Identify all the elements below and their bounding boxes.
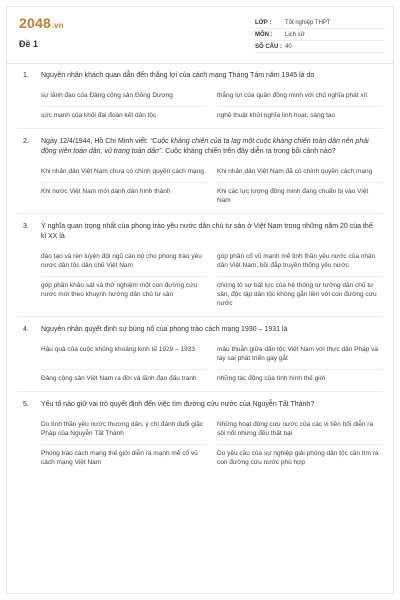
answer-option[interactable]: Phong trào cách mạng thế giới diễn ra mạnh mẽ cổ vũ cách mạng Việt Nam	[41, 444, 207, 473]
answer-option[interactable]: đào tạo và rèn luyện đội ngũ cán bộ cho phong trào yêu nước dân tộc dân chủ Việt Nam	[41, 253, 202, 269]
meta-row-subject	[255, 29, 385, 41]
answer-option[interactable]: Khi các lực lượng đồng minh đang chuẩn bị vào Việt Nam	[217, 182, 383, 211]
question-text-end: . Cuộc kháng chiến trên đây diễn ra trong bối cảnh nào?	[161, 148, 336, 155]
meta-value: Lịch sử	[285, 31, 305, 38]
exam-title: Đề 1	[19, 39, 39, 49]
answer-option[interactable]: góp phần khảo sát và thử nghiệm một con đường cứu nước mới theo khuynh hướng dân chủ tư sản	[41, 276, 207, 314]
meta-row-class	[255, 17, 385, 29]
question-text: Nguyên nhân khách quan dẫn đến thắng lợi của cách mạng Tháng Tám năm 1945 là do	[41, 72, 315, 79]
question-number: 5.	[23, 401, 29, 408]
answer-option[interactable]: Đảng cộng sản Việt Nam ra đời và lãnh đạo đấu tranh	[41, 369, 207, 389]
answer-option[interactable]: mâu thuẫn giữa dân tộc Việt Nam với thực dân Pháp và tay sai phát triển gay gắt	[217, 346, 378, 362]
meta-value: 40	[285, 43, 292, 50]
answer-option[interactable]: Do yêu cầu của sự nghiệp giải phóng dân tộc cần tìm ra con đường cứu nước phù hợp	[217, 444, 383, 473]
question-number: 2.	[23, 138, 29, 145]
question-2	[17, 129, 383, 214]
question-4	[17, 317, 383, 392]
question-text	[41, 137, 383, 157]
site-logo[interactable]	[19, 15, 64, 35]
answer-options	[41, 335, 383, 391]
brand-name: 2048	[19, 15, 51, 31]
answer-option[interactable]: Khi nhân dân Việt Nam đã có chính quyền cách mạng	[217, 168, 373, 175]
question-1	[17, 63, 383, 129]
question-number: 3.	[23, 223, 29, 230]
question-stem	[17, 137, 383, 157]
answer-option[interactable]: Những hoạt động cứu nước của các vị tiền bối diễn ra sôi nổi nhưng đều thất bại	[217, 421, 374, 437]
question-text-intro: Ngày 12/4/1944, Hồ Chí Minh viết:	[41, 138, 150, 145]
question-number: 4.	[23, 326, 29, 333]
question-list	[7, 63, 393, 475]
exam-header	[7, 7, 393, 64]
answer-option[interactable]: nghệ thuật khởi nghĩa linh hoạt, sáng tạo	[217, 106, 383, 126]
answer-option[interactable]: sự lãnh đạo của Đảng cộng sản Đông Dương	[41, 92, 173, 99]
question-stem	[17, 400, 383, 410]
question-stem	[17, 71, 383, 81]
question-text: Yếu tố nào giữ vai trò quyết định đến việc tìm đường cứu nước của Nguyễn Tất Thành?	[41, 401, 315, 408]
answer-options	[41, 242, 383, 316]
answer-option[interactable]: Hậu quả của cuộc khủng khoảng kinh tế 1929 – 1933	[41, 346, 195, 353]
exam-page	[6, 6, 394, 594]
question-text: Nguyên nhân quyết định sự bùng nổ của phong trào cách mạng 1930 – 1931 là	[41, 326, 288, 333]
meta-label: LỚP :	[255, 19, 272, 26]
question-quote: “Cuộc kháng chiến của ta lag một cuộc kháng chiến toàn dân nên phải động viên toàn dân, vũ trang toàn dân”	[41, 138, 369, 155]
answer-option[interactable]: Khi nước Việt Nam mới dành dân hình thành	[41, 182, 207, 211]
answer-option[interactable]: sức mạnh của khối đại đoàn kết dân tộc	[41, 106, 207, 126]
question-number: 1.	[23, 72, 29, 79]
meta-value: Tốt nghiệp THPT	[285, 19, 331, 26]
answer-option[interactable]: những tác động của tình hình thế giới	[217, 369, 383, 389]
meta-label: SỐ CÂU :	[255, 43, 282, 50]
answer-options	[41, 157, 383, 213]
exam-meta	[255, 17, 385, 53]
question-stem	[17, 222, 383, 242]
answer-option[interactable]: thắng lợi của quân đồng minh với chủ nghĩa phát xít	[217, 92, 368, 99]
meta-label: MÔN :	[255, 31, 273, 38]
question-3	[17, 214, 383, 317]
answer-options	[41, 81, 383, 128]
question-stem	[17, 325, 383, 335]
question-text: Ý nghĩa quan trọng nhất của phong trào yêu nước dân chủ tư sản ở Việt Nam trong những năm 20 của thế kỉ XX là	[41, 223, 373, 240]
brand-tld: .vn	[51, 21, 64, 30]
question-5	[17, 392, 383, 475]
answer-option[interactable]: góp phần cổ vũ mạnh mẽ tinh thần yêu nước của nhân dân Việt Nam, bồi đắp truyền thống yêu nước	[217, 253, 376, 269]
answer-option[interactable]: Do tình thần yêu nước thương dân, ý chí đánh đuổi giặc Pháp của Nguyễn Tất Thành	[41, 421, 204, 437]
answer-options	[41, 410, 383, 475]
answer-option[interactable]: chứng tỏ sự bất lực của hệ thống tư tưởng dân chủ tư sản, độc lập dân tộc không gắn liền với con đường cứu nước	[217, 276, 383, 314]
answer-option[interactable]: Khi nhân dân Việt Nam chưa có chính quyền cách mạng	[41, 168, 204, 175]
meta-row-count	[255, 41, 385, 53]
